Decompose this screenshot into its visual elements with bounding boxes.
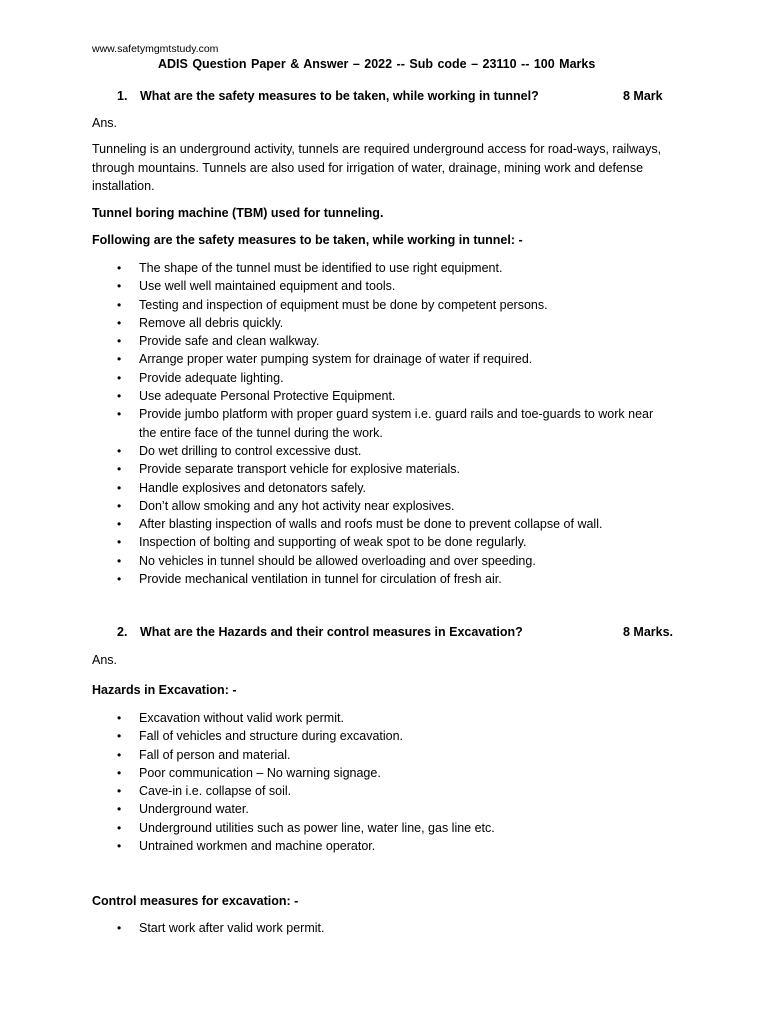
hazard-item — [92, 764, 672, 782]
bullet-icon: • — [117, 480, 122, 495]
bullet-icon: • — [117, 802, 122, 817]
bullet-icon: • — [117, 921, 122, 935]
question-1-marks: 8 Mark — [623, 89, 663, 103]
bullet-icon: • — [117, 729, 122, 744]
question-1-number: 1. — [117, 89, 128, 103]
safety-measure-item-text: Testing and inspection of equipment must be done by competent persons. — [139, 297, 548, 312]
safety-measure-item-text: Provide jumbo platform with proper guard system i.e. guard rails and toe-guards to work near the entire face of the tunnel during the work. — [139, 407, 654, 440]
hazard-item — [92, 727, 672, 745]
hazard-item-text: Untrained workmen and machine operator. — [139, 839, 376, 854]
answer-1-bullet-list — [92, 259, 672, 588]
safety-measure-item — [92, 552, 672, 570]
hazard-item — [92, 800, 672, 818]
safety-measure-item — [92, 350, 672, 368]
safety-measure-item — [92, 277, 672, 295]
bullet-icon: • — [117, 498, 122, 513]
bullet-icon: • — [117, 572, 122, 587]
bullet-icon: • — [117, 279, 122, 294]
bullet-icon: • — [117, 389, 122, 404]
question-2-text: What are the Hazards and their control measures in Excavation? — [140, 625, 523, 639]
answer-1-label: Ans. — [92, 116, 118, 130]
safety-measure-item — [92, 296, 672, 314]
safety-measure-item-text: Don’t allow smoking and any hot activity near explosives. — [139, 498, 455, 513]
control-list — [92, 919, 672, 937]
safety-measure-item-text: Provide mechanical ventilation in tunnel for circulation of fresh air. — [139, 572, 502, 587]
paper-title: ADIS Question Paper & Answer – 2022 -- Sub code – 23110 -- 100 Marks — [158, 57, 596, 71]
hazard-item-text: Poor communication – No warning signage. — [139, 765, 381, 780]
safety-measure-item-text: The shape of the tunnel must be identified to use right equipment. — [139, 261, 503, 275]
hazard-item-text: Underground water. — [139, 802, 249, 817]
answer-2-label: Ans. — [92, 653, 118, 667]
hazards-list — [92, 709, 672, 855]
bullet-icon: • — [117, 370, 122, 385]
hazard-item — [92, 837, 672, 855]
safety-measure-item-text: Inspection of bolting and supporting of weak spot to be done regularly. — [139, 535, 527, 550]
safety-measure-item — [92, 332, 672, 350]
safety-measure-item — [92, 314, 672, 332]
control-measure-item — [92, 919, 672, 937]
hazard-item-text: Underground utilities such as power line, water line, gas line etc. — [139, 820, 495, 835]
hazards-heading: Hazards in Excavation: - — [92, 683, 237, 697]
hazard-item — [92, 782, 672, 800]
bullet-icon: • — [117, 352, 122, 367]
bullet-icon: • — [117, 462, 122, 477]
bullet-icon: • — [117, 535, 122, 550]
safety-measure-item-text: After blasting inspection of walls and roofs must be done to prevent collapse of wall. — [139, 517, 603, 532]
hazard-item — [92, 819, 672, 837]
hazard-item-text: Cave-in i.e. collapse of soil. — [139, 784, 292, 799]
hazard-item — [92, 746, 672, 764]
safety-measure-item — [92, 479, 672, 497]
safety-measure-item — [92, 533, 672, 551]
safety-measure-item-text: Handle explosives and detonators safely. — [139, 480, 366, 495]
bullet-icon: • — [117, 765, 122, 780]
safety-measure-item-text: Provide adequate lighting. — [139, 370, 284, 385]
hazard-item — [92, 709, 672, 727]
safety-measure-item-text: No vehicles in tunnel should be allowed overloading and over speeding. — [139, 553, 536, 568]
safety-measure-item — [92, 387, 672, 405]
safety-measure-item — [92, 497, 672, 515]
question-1-text: What are the safety measures to be taken, while working in tunnel? — [140, 89, 539, 103]
answer-1-lead: Following are the safety measures to be taken, while working in tunnel: - — [92, 233, 523, 247]
safety-measure-item — [92, 570, 672, 588]
answer-1-tbm: Tunnel boring machine (TBM) used for tunneling. — [92, 206, 384, 220]
control-measure-item-text: Start work after valid work permit. — [139, 921, 325, 935]
safety-measure-item — [92, 405, 672, 442]
site-url: www.safetymgmtstudy.com — [92, 43, 219, 55]
safety-measure-item-text: Arrange proper water pumping system for drainage of water if required. — [139, 352, 533, 367]
safety-measure-item-text: Provide separate transport vehicle for explosive materials. — [139, 462, 460, 477]
safety-measure-item-text: Do wet drilling to control excessive dust. — [139, 443, 362, 458]
safety-measure-item — [92, 259, 672, 277]
bullet-icon: • — [117, 261, 122, 275]
bullet-icon: • — [117, 443, 122, 458]
bullet-icon: • — [117, 839, 122, 854]
bullet-icon: • — [117, 784, 122, 799]
control-heading: Control measures for excavation: - — [92, 894, 299, 908]
hazard-item-text: Fall of vehicles and structure during excavation. — [139, 729, 404, 744]
safety-measure-item — [92, 369, 672, 387]
safety-measure-item — [92, 442, 672, 460]
bullet-icon: • — [117, 553, 122, 568]
safety-measure-item — [92, 460, 672, 478]
bullet-icon: • — [117, 297, 122, 312]
safety-measure-item-text: Provide safe and clean walkway. — [139, 334, 320, 349]
safety-measure-item — [92, 515, 672, 533]
bullet-icon: • — [117, 315, 122, 330]
bullet-icon: • — [117, 517, 122, 532]
question-2-number: 2. — [117, 625, 128, 639]
hazard-item-text: Fall of person and material. — [139, 747, 291, 762]
bullet-icon: • — [117, 334, 122, 349]
bullet-icon: • — [117, 747, 122, 762]
question-2-marks: 8 Marks. — [623, 625, 674, 639]
bullet-icon: • — [117, 820, 122, 835]
safety-measure-item-text: Remove all debris quickly. — [139, 315, 284, 330]
bullet-icon: • — [117, 711, 122, 725]
safety-measure-item-text: Use well well maintained equipment and tools. — [139, 279, 396, 294]
bullet-icon: • — [117, 407, 122, 422]
answer-1-intro: Tunneling is an underground activity, tunnels are required underground access for road-ways, railways, through mountains. Tunnels are also used for irrigation of water, drainage, mining work and defense installation. — [92, 142, 662, 193]
hazard-item-text: Excavation without valid work permit. — [139, 711, 344, 725]
safety-measure-item-text: Use adequate Personal Protective Equipment. — [139, 389, 396, 404]
